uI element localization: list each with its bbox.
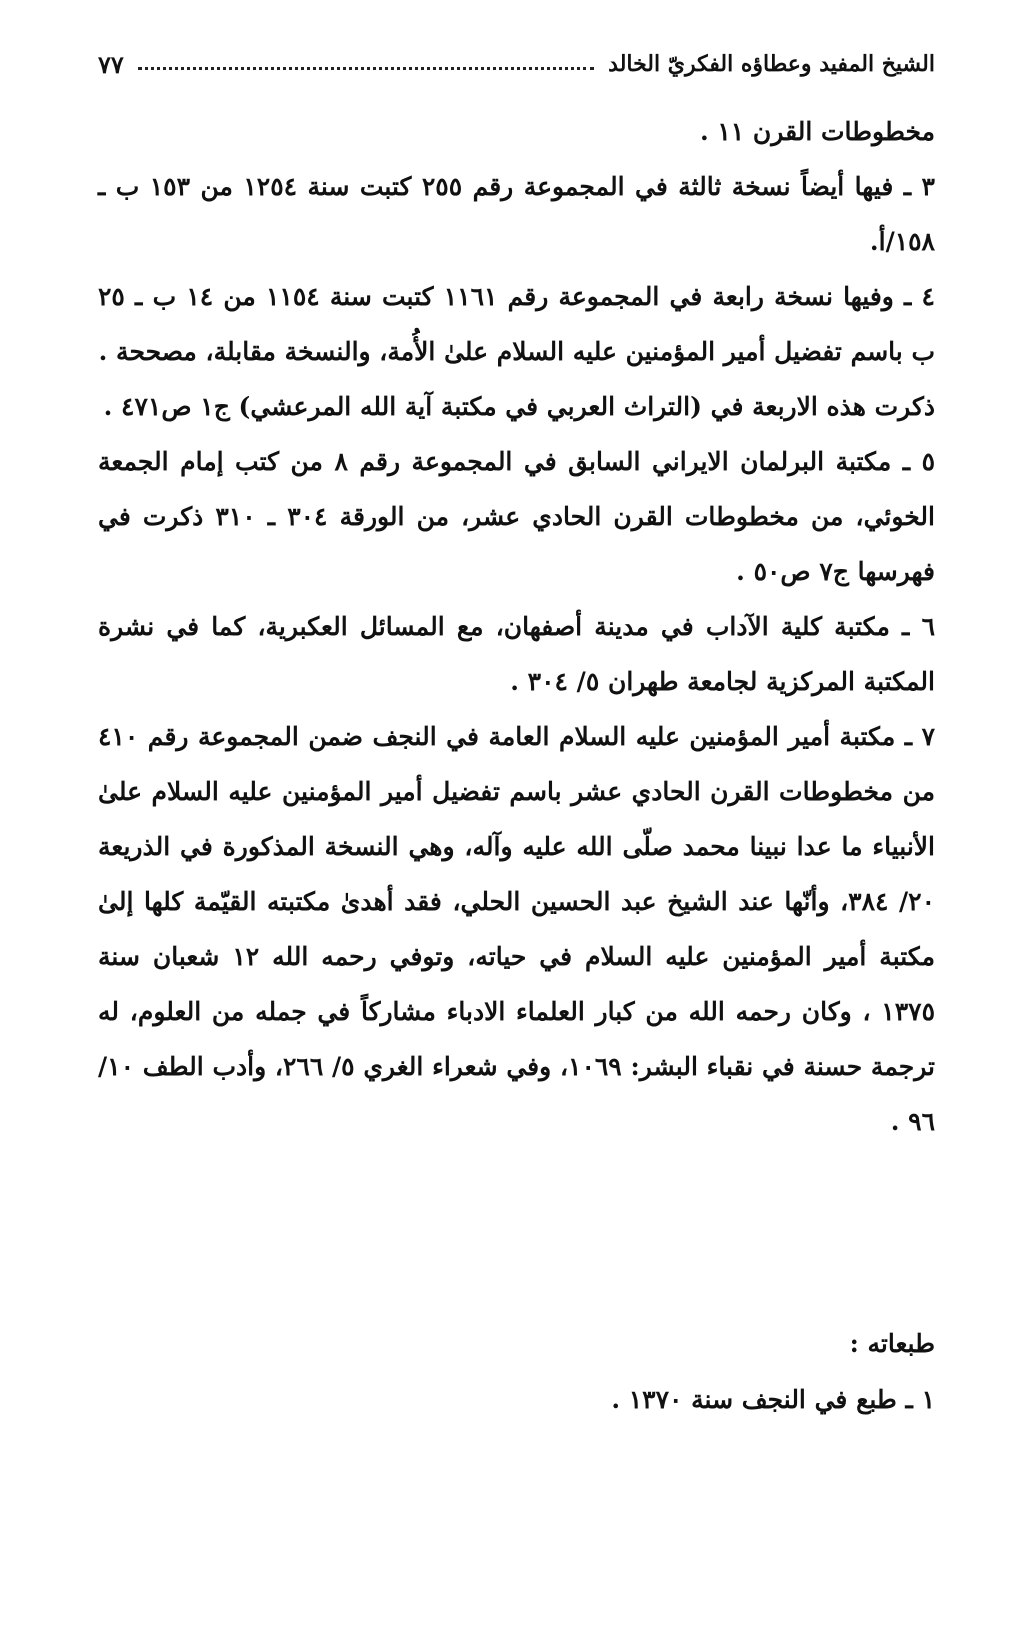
paragraph-item-7: ٧ ـ مكتبة أمير المؤمنين عليه السلام العامة في النجف ضمن المجموعة رقم ٤١٠ من مخطوطات القرن الحادي عشر باسم تفضيل أمير المؤمنين عليه السلام علىٰ الأنبياء ما عدا نبينا محمد صلّى الله عليه وآله، وهي النسخة المذكورة في الذريعة ٢٠/ ٣٨٤، وأنّها عند الشيخ عبد الحسين الحلي، فقد أهدىٰ مكتبته القيّمة كلها إلىٰ مكتبة أمير المؤمنين عليه السلام في حياته، وتوفي رحمه الله ١٢ شعبان سنة ١٣٧٥ ، وكان رحمه الله من كبار العلماء الادباء مشاركاً في جمله من العلوم، له ترجمة حسنة في نقباء البشر: ١٠٦٩، وفي شعراء الغري ٥/ ٢٦٦، وأدب الطف ١٠/ ٩٦ .: [98, 722, 936, 1136]
page-number: ٧٧: [98, 49, 124, 79]
print-item-1: ١ ـ طبع في النجف سنة ١٣٧٠ .: [611, 1385, 935, 1414]
running-title: الشيخ المفيد وعطاؤه الفكريّ الخالد: [608, 51, 935, 77]
paragraph-continuation: مخطوطات القرن ١١ .: [699, 117, 935, 146]
running-header: [98, 44, 935, 84]
paragraph-item-6: ٦ ـ مكتبة كلية الآداب في مدينة أصفهان، مع المسائل العكبرية، كما في نشرة المكتبة المركزية لجامعة طهران ٥/ ٣٠٤ .: [98, 612, 935, 696]
paragraph-source-note: ذكرت هذه الاربعة في (التراث العربي في مكتبة آية الله المرعشي) ج١ ص٤٧١ .: [103, 392, 935, 421]
body-text: [98, 104, 935, 1149]
paragraph-item-5: ٥ ـ مكتبة البرلمان الايراني السابق في المجموعة رقم ٨ من كتب إمام الجمعة الخوئي، من مخطوطات القرن الحادي عشر، من الورقة ٣٠٤ ـ ٣١٠ ذكرت في فهرسها ج٧ ص٥٠ .: [98, 447, 936, 586]
section-heading: طبعاته :: [849, 1329, 935, 1358]
dotted-leader: [138, 67, 594, 70]
paragraph-item-4: ٤ ـ وفيها نسخة رابعة في المجموعة رقم ١١٦١ كتبت سنة ١١٥٤ من ١٤ ب ـ ٢٥ ب باسم تفضيل أمير المؤمنين عليه السلام علىٰ الأُمة، والنسخة مقابلة، مصححة .: [98, 282, 935, 366]
paragraph-item-3: ٣ ـ فيها أيضاً نسخة ثالثة في المجموعة رقم ٢٥٥ كتبت سنة ١٢٥٤ من ١٥٣ ب ـ ١٥٨/أ.: [98, 172, 935, 256]
